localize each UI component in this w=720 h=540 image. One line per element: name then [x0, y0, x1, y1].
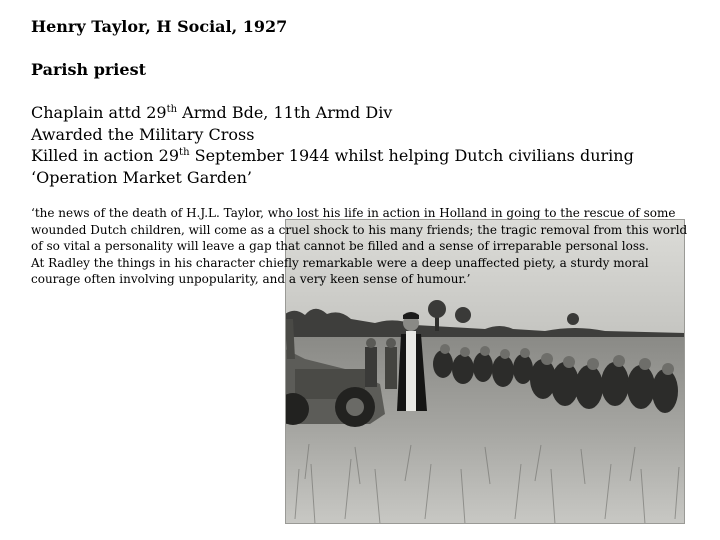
quote-line: ‘the news of the death of H.J.L. Taylor, who lost his life in action in Holland in going to the rescue of some [31, 206, 676, 220]
role-heading: Parish priest [31, 60, 146, 79]
service-line-chaplain: Chaplain attd 29th Armd Bde, 11th Armd Div [31, 103, 393, 122]
quote-line: wounded Dutch children, will come as a cruel shock to his many friends; the tragic removal from this world [31, 222, 688, 237]
quote-line: of so vital a personality will leave a gap that cannot be filled and a sense of irreparable personal loss. [31, 239, 649, 253]
service-line-award: Awarded the Military Cross [31, 124, 255, 144]
service-line-operation: ‘Operation Market Garden’ [31, 167, 252, 187]
service-line-killed: Killed in action 29th September 1944 whilst helping Dutch civilians during [31, 146, 634, 165]
quote-line: At Radley the things in his character chiefly remarkable were a deep unaffected piety, a sturdy moral [31, 255, 649, 270]
text-block [31, 17, 701, 288]
service-details [31, 102, 701, 188]
page-title: Henry Taylor, H Social, 1927 [31, 17, 288, 36]
quote-line: courage often involving unpopularity, and a very keen sense of humour.’ [31, 272, 471, 286]
obituary-quote [31, 205, 701, 288]
